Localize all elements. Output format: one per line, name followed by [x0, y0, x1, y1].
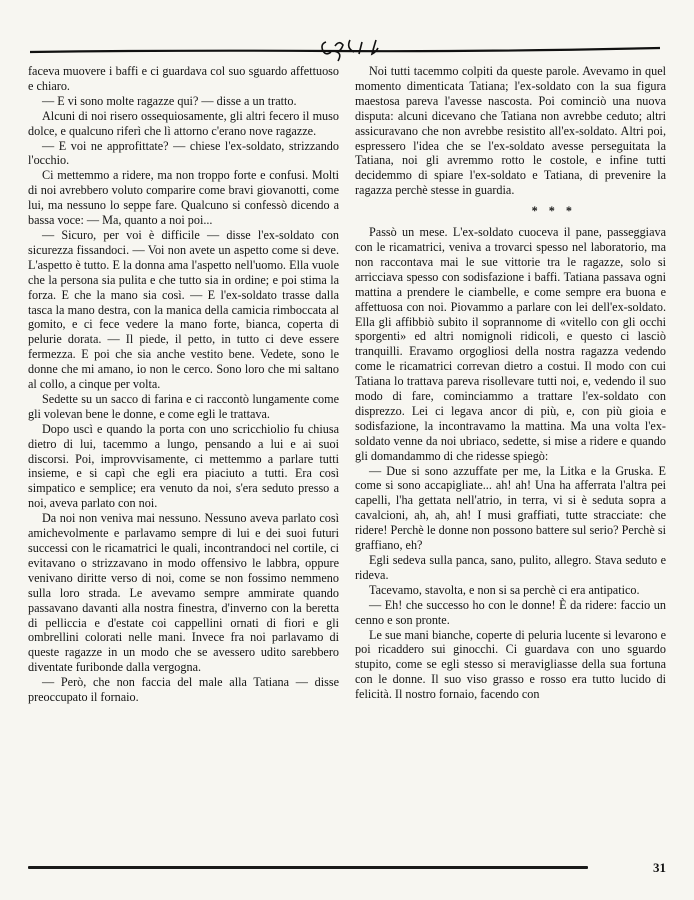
right-column-top: [355, 64, 666, 198]
paragraph: Dopo uscì e quando la porta con uno scricchiolio fu chiusa dietro di lui, tacemmo a lungo, pensando a lui e ai suoi discorsi. Poi, improvvisamente, ci mettemmo a parlare tutti insieme, e si capì che egli era piaciuto a tutti. Era così simpatico e semplice; era venuto da noi, s'era seduto presso a noi, aveva parlato con noi.: [28, 421, 339, 511]
paragraph: Noi tutti tacemmo colpiti da queste parole. Avevamo in quel momento dimenticata Tatiana; l'ex-soldato con la sua figura maestosa pareva l'avesse nascosta. Poi cominciò una nuova disputa: alcuni dicevano che Tatiana non avrebbe ceduto; altri assicuravano che non avrebbe resistito all'ex-soldato. Altri poi, espressero l'idea che se l'ex-soldato avesse perseguitata la Tatiana, noi gli avremmo rotto le costole, e infine tutti decidemmo di spiare l'ex-soldato e Tatiana, di prevenire la ragazza perchè stesse in guardia.: [355, 64, 666, 198]
section-break: * * *: [531, 204, 576, 219]
paragraph: — Eh! che successo ho con le donne! È da ridere: faccio un cenno e son pronte.: [355, 597, 666, 627]
paragraph: Sedette su un sacco di farina e ci raccontò lungamente come gli volevan bene le donne, e come egli le trattava.: [28, 391, 339, 421]
paragraph: Passò un mese. L'ex-soldato cuoceva il pane, passeggiava con le ricamatrici, veniva a trovarci spesso nel laboratorio, ma non raccontava mai le sue vittorie tra le ragazze, solo si arricciava spesso con sodisfazione i baffi. Tatiana passava ogni mattina a prendere le ciambelle, e come sempre era buona e affettuosa con noi. Piovammo a parlare con lei dell'ex-soldato. Ella gli affibbiò subito il soprannome di «vitello con gli occhi sporgenti» ed altri nomignoli ridicoli, e questo ci lasciò tranquilli. Eravamo orgogliosi della nostra ragazza vedendo come le ricamatrici correvan dietro a costui. Il modo con cui Tatiana lo trattava pareva risollevare tutti noi, e, vedendo il suo modo di fare, cominciammo a trattare l'ex-soldato con disprezzo. Lei ci legava ancor di più, e, con più gioia e sodisfazione, la incontravamo la mattina. Ma una volta l'ex-soldato venne da noi ubriaco, sedette, si mise a ridere e quando gli domandammo di che ridesse spiegò:: [355, 225, 666, 463]
footer-rule: [28, 866, 588, 869]
page-footer: [28, 860, 666, 890]
paragraph: Tacevamo, stavolta, e non si sa perchè ci era antipatico.: [369, 582, 640, 597]
paragraph: Ci mettemmo a ridere, ma non troppo forte e confusi. Molti di noi avrebbero voluto comparire come bravi giovanotti, come lui, ma nessuno lo seppe fare. Qualcuno si confessò dicendo a bassa voce: — Ma, quanto a noi poi...: [28, 168, 339, 228]
paragraph: Alcuni di noi risero ossequiosamente, gli altri fecero il muso dolce, e qualcuno riferì che lì attorno c'erano nove ragazze.: [28, 108, 339, 138]
right-column-bottom: [355, 225, 666, 702]
paragraph: — Però, che non faccia del male alla Tatiana — disse preoccupato il fornaio.: [28, 675, 339, 705]
paragraph: — Sicuro, per voi è difficile — disse l'ex-soldato con sicurezza fissandoci. — Voi non avete un aspetto come si deve. L'aspetto è tutto. E la donna ama l'aspetto nell'uomo. Ella vuole che la persona sia pulita e che tutto sia in ordine; e poi stima la forza. E che la mano sia così. — E l'ex-soldato trasse dalla tasca la mano destra, con la manica della camicia rimboccata al gomito, e ci fece vedere la mano forte, bianca, coperta di pelurie dorata. — Il piede, il petto, in tutto ci deve essere fermezza. E poi che sia anche vestito bene. Vedete, sono le donne che mi amano, io non le cerco. Sono loro che mi saltano al collo, a cinque per volta.: [28, 227, 339, 392]
left-column: [28, 64, 339, 858]
article-body: [28, 64, 666, 858]
right-column: [355, 64, 666, 858]
header-ornament: [30, 34, 664, 62]
paragraph: — E vi sono molte ragazze qui? — disse a un tratto.: [42, 93, 297, 108]
paragraph: — Due si sono azzuffate per me, la Litka e la Gruska. E come si sono accapigliate... ah! ah! Una ha afferrata l'altra pei capelli, l'ha gettata nell'atrio, in terra, vi si è seduta sopra a cavalcioni, ah, ah, ah! I musi graffiati, tutte stracciate: che ridere! Perchè le donne non possono battere sul serio? Perchè si graffiano, eh?: [355, 463, 666, 553]
paragraph: Le sue mani bianche, coperte di peluria lucente si levarono e poi ricaddero sui ginocchi. Ci guardava con uno sguardo stupito, come se egli stesso si meravigliasse della sua fortuna con le donne. Il suo viso grasso e rosso era tutto lucido di felicità. Il nostro fornaio, facendo con: [355, 627, 666, 702]
paragraph: — E voi ne approfittate? — chiese l'ex-soldato, strizzando l'occhio.: [28, 138, 339, 168]
page-number: 31: [653, 860, 666, 875]
paragraph: Da noi non veniva mai nessuno. Nessuno aveva parlato così amichevolmente e parlavamo sempre di lui e dei suoi futuri successi con le ricamatrici le quali, incontrandoci nel cortile, ci evitavano o strizzavano in modo offensivo le labbra, oppure venivano diritte verso di noi, come se non fossimo nemmeno sulla loro strada. Le avevamo sempre ammirate quando passavano davanti alla nostra finestra, d'inverno con la beretta di pelliccia e d'estate coi cappellini ornati di fiori e gli ombrellini colorati nelle mani. Invece fra noi parlavamo di queste ragazze in un modo che se avessero udito sarebbero diventate furibonde dalla vergogna.: [28, 511, 339, 675]
paragraph: faceva muovere i baffi e ci guardava col suo sguardo affettuoso e chiaro.: [28, 64, 339, 93]
flourish-rule-icon: [30, 34, 664, 62]
paragraph: Egli sedeva sulla panca, sano, pulito, allegro. Stava seduto e rideva.: [355, 553, 666, 582]
